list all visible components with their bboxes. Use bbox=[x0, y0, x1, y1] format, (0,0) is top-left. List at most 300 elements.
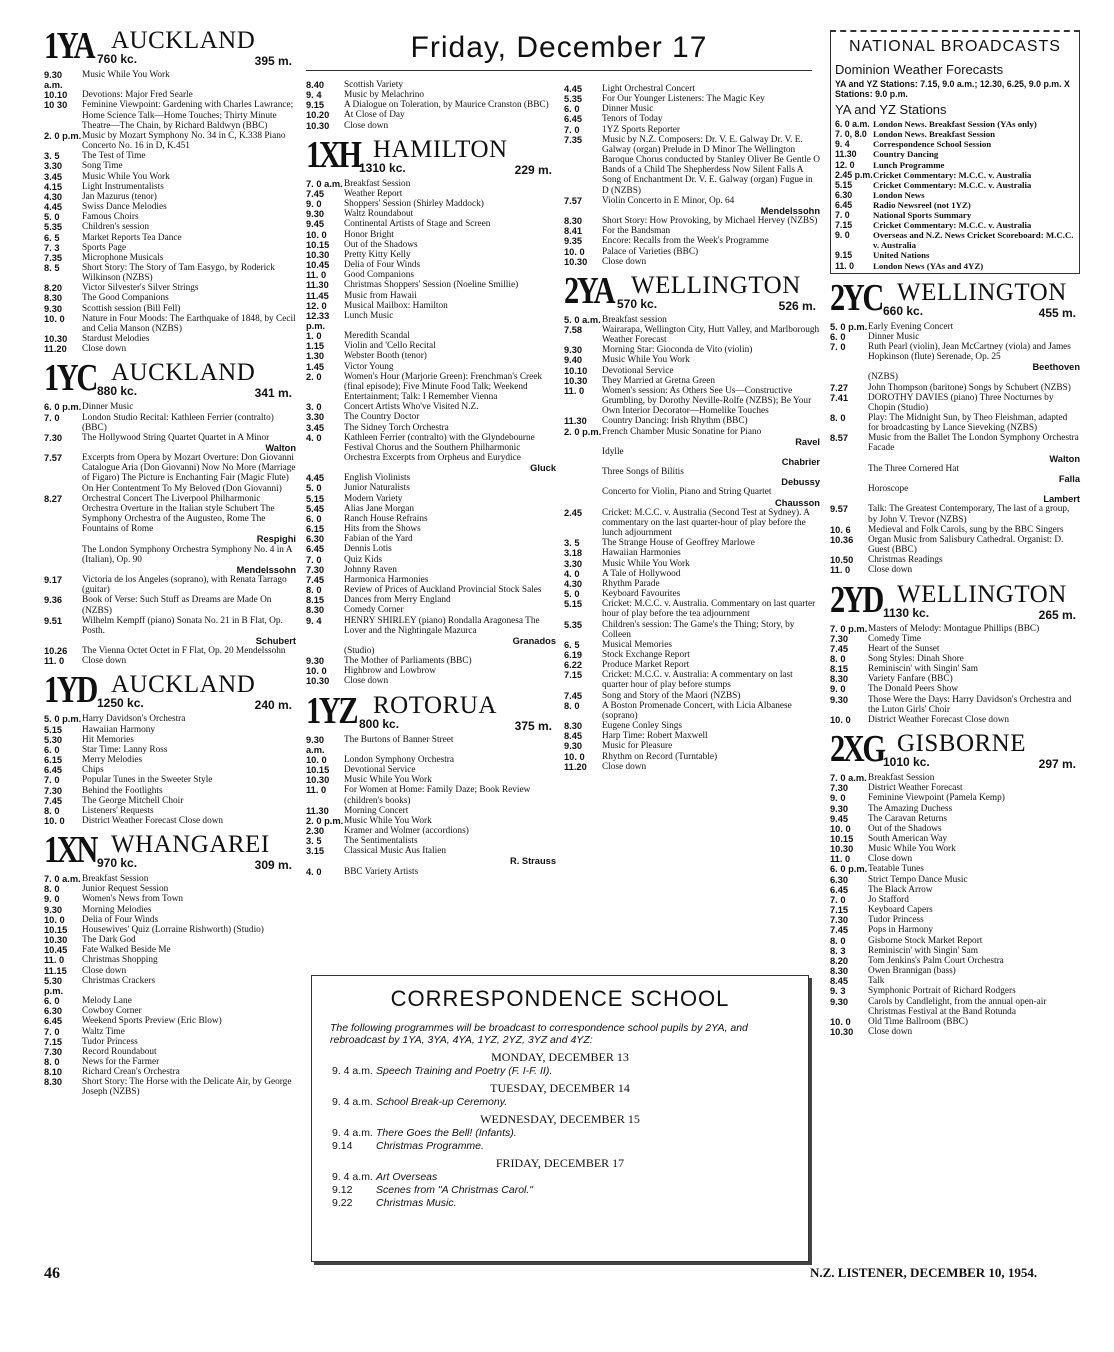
entry-title: Teatable Tunes bbox=[868, 864, 924, 875]
entry-title: Variety Fanfare (BBC) bbox=[868, 674, 953, 685]
entry-title: They Married at Gretna Green bbox=[602, 375, 716, 386]
entry-time: 8. 0 bbox=[44, 805, 60, 816]
entry-title: Christmas Crackers bbox=[82, 975, 156, 986]
entry-time: 6.45 bbox=[44, 765, 63, 776]
entry-time: 7.57 bbox=[44, 453, 63, 464]
schedule-entry bbox=[44, 595, 296, 615]
entry-time: 7.15 bbox=[835, 220, 853, 231]
correspondence-title-text: Scenes from "A Christmas Carol." bbox=[376, 1184, 534, 1196]
schedule-entry bbox=[306, 534, 556, 544]
entry-title: Rhythm on Record (Turntable) bbox=[602, 751, 718, 762]
schedule-entry bbox=[830, 383, 1080, 393]
schedule-entry bbox=[564, 660, 820, 670]
schedule-entry bbox=[306, 270, 556, 280]
entry-title: News for the Farmer bbox=[82, 1056, 160, 1067]
schedule-entry bbox=[44, 806, 296, 816]
schedule-entry bbox=[306, 351, 556, 361]
schedule-entry bbox=[564, 226, 820, 236]
entry-time: 5. 0 bbox=[564, 589, 580, 600]
entry-time: 11. 0 bbox=[44, 656, 65, 667]
entry-time: 10 30 bbox=[44, 100, 68, 111]
schedule-entry bbox=[44, 222, 296, 232]
entry-title: Close down bbox=[868, 565, 913, 576]
entry-time: 9.30 bbox=[830, 996, 849, 1007]
entry-time: 7.57 bbox=[564, 195, 583, 206]
station-callsign: 1XH bbox=[306, 133, 360, 176]
station-2xg bbox=[830, 729, 1080, 1037]
schedule-entry bbox=[830, 664, 1080, 674]
entry-time: 6.45 bbox=[830, 884, 849, 895]
schedule-entry bbox=[44, 745, 296, 755]
entry-title: London News (YAs and 4YZ) bbox=[873, 260, 984, 271]
schedule-entry bbox=[44, 202, 296, 212]
entry-title: Kramer and Wolmer (accordions) bbox=[344, 826, 469, 836]
entry-time: 7. 0, 8.0 bbox=[835, 129, 867, 140]
entry-title: Hawaiian Harmony bbox=[82, 724, 156, 735]
entry-time: 10.30 bbox=[306, 120, 330, 131]
station-wavelength: 395 m. bbox=[254, 54, 292, 68]
entry-title: Harry Davidson's Orchestra bbox=[82, 714, 186, 725]
schedule-entry bbox=[44, 945, 296, 955]
schedule-entry bbox=[306, 110, 556, 120]
schedule-entry bbox=[830, 715, 1080, 725]
entry-title: Victor Young bbox=[344, 361, 394, 372]
entry-time: 4. 0 bbox=[564, 568, 580, 579]
correspondence-title-text: School Break-up Ceremony. bbox=[376, 1096, 508, 1108]
entry-time: 9. 3 bbox=[830, 986, 846, 997]
entry-title: Close down bbox=[82, 656, 127, 667]
schedule-entry bbox=[830, 946, 1080, 956]
entry-title: English Violinists bbox=[344, 473, 411, 484]
schedule-entry bbox=[44, 955, 296, 965]
schedule-entry bbox=[830, 773, 1080, 783]
entry-time: 7.58 bbox=[564, 324, 583, 335]
station-frequency: 970 kc. bbox=[97, 856, 138, 871]
schedule-entry bbox=[44, 161, 296, 171]
correspondence-time: 9.22 bbox=[332, 1197, 353, 1209]
entry-title: Song and Story of the Maori (NZBS) bbox=[602, 690, 741, 701]
schedule-entry bbox=[835, 129, 1075, 139]
entry-time: 11.20 bbox=[564, 761, 587, 772]
entry-time: 6.19 bbox=[564, 649, 583, 660]
entry-title: Musical Mailbox: Hamilton bbox=[344, 300, 448, 311]
station-2ya bbox=[564, 271, 820, 772]
schedule-entry bbox=[564, 236, 820, 246]
correspondence-time: 9. 4 a.m. bbox=[332, 1171, 373, 1183]
entry-time: 6. 0 bbox=[830, 331, 846, 342]
schedule-entry bbox=[830, 814, 1080, 824]
entry-title: Children's session: The Game's the Thing; Story, by Colleen bbox=[602, 619, 795, 640]
schedule-entry bbox=[44, 714, 296, 724]
correspondence-time: 9. 4 a.m. bbox=[332, 1127, 373, 1139]
schedule-entry bbox=[44, 344, 296, 354]
page-date-heading: Friday, December 17 bbox=[306, 28, 812, 71]
schedule-entry bbox=[306, 504, 556, 514]
schedule-entry bbox=[306, 240, 556, 250]
entry-title: Owen Brannigan (bass) bbox=[868, 966, 956, 977]
entry-title: Junior Naturalists bbox=[344, 483, 410, 494]
entry-title: Cricket: M.C.C. v. Australia: A commentary on last quarter hour of play before stumps bbox=[602, 670, 793, 691]
entry-time: 10.15 bbox=[306, 239, 330, 250]
entry-time: 6.15 bbox=[44, 755, 63, 766]
schedule-entry bbox=[306, 836, 556, 846]
entry-title: Those Were the Days: Harry Davidson's Orchestra and the Luton Girls' Choir bbox=[868, 694, 1072, 715]
weather-forecasts-heading: Dominion Weather Forecasts bbox=[835, 62, 1004, 77]
entry-title: Book of Verse: Such Stuff as Dreams are Made On (NZBS) bbox=[82, 595, 272, 616]
correspondence-school-box bbox=[311, 975, 809, 1262]
entry-title: The Test of Time bbox=[82, 151, 146, 162]
entry-time: 11.15 bbox=[44, 965, 67, 976]
entry-title: Eugene Conley Sings bbox=[602, 721, 683, 732]
entry-time: 7.30 bbox=[830, 633, 849, 644]
entry-time: 4.15 bbox=[44, 181, 63, 192]
entry-title: Tenors of Today bbox=[602, 114, 663, 125]
schedule-entry bbox=[44, 243, 296, 253]
station-callsign: 1YA bbox=[44, 25, 94, 67]
correspondence-title-text: There Goes the Bell! (Infants). bbox=[376, 1127, 517, 1139]
schedule-entry bbox=[830, 525, 1080, 535]
schedule-entry bbox=[564, 569, 820, 579]
schedule-entry bbox=[830, 644, 1080, 654]
station-2yc bbox=[830, 278, 1080, 576]
entry-title: Correspondence School Session bbox=[873, 139, 992, 150]
entry-title: Weekend Sports Preview (Eric Blow) bbox=[82, 1016, 222, 1027]
schedule-entry bbox=[306, 826, 556, 836]
station-1ya bbox=[44, 26, 296, 354]
schedule-entry bbox=[830, 555, 1080, 565]
schedule-entry bbox=[564, 247, 820, 257]
entry-time: 10. 0 bbox=[44, 914, 65, 925]
schedule-entry bbox=[835, 200, 1075, 210]
schedule-entry bbox=[44, 253, 296, 263]
schedule-entry bbox=[830, 634, 1080, 644]
entry-time: 3.18 bbox=[564, 548, 583, 559]
entry-title: Song Styles: Dinah Shore bbox=[868, 653, 964, 664]
entry-title: London News bbox=[873, 189, 925, 200]
entry-time: 9. 4 bbox=[306, 90, 322, 101]
weather-forecast-times: YA and YZ Stations: 7.15, 9.0 a.m.; 12.30, 6.25, 9.0 p.m. X Stations: 9.0 p.m. bbox=[835, 79, 1070, 100]
entry-time: 7. 0 a.m. bbox=[44, 874, 81, 885]
schedule-entry bbox=[44, 90, 296, 100]
entry-time: 10.10 bbox=[564, 365, 588, 376]
entry-title: Close down bbox=[602, 256, 647, 267]
entry-title: A Boston Promenade Concert, with Licia Albanese (soprano) bbox=[602, 700, 792, 721]
entry-title: Close down bbox=[82, 965, 127, 976]
schedule-entry bbox=[44, 575, 296, 595]
schedule-entry bbox=[830, 332, 1080, 342]
schedule-entry bbox=[44, 212, 296, 222]
schedule-entry bbox=[306, 806, 556, 816]
schedule-entry bbox=[306, 816, 556, 826]
entry-time: 10.30 bbox=[564, 256, 588, 267]
schedule-entry bbox=[564, 216, 820, 226]
entry-time: 7. 0 bbox=[830, 341, 846, 352]
entry-time bbox=[564, 447, 602, 457]
entry-time: 9.30 bbox=[306, 656, 325, 667]
entry-title: Delia of Four Winds bbox=[344, 260, 421, 271]
entry-title: Music by Mozart Symphony No. 34 in C, K.338 Piano Concerto No. 16 in D, K.451 bbox=[82, 130, 286, 152]
schedule-entry bbox=[44, 966, 296, 976]
entry-title: At Close of Day bbox=[344, 110, 405, 121]
entry-time: 9.30 bbox=[306, 209, 325, 220]
entry-time: 5.45 bbox=[306, 503, 325, 514]
entry-time bbox=[830, 464, 868, 474]
schedule-entry bbox=[44, 314, 296, 334]
schedule-entry bbox=[44, 765, 296, 775]
entry-title: Short Story: How Provoking, by Michael Hervey (NZBS) bbox=[602, 216, 818, 227]
schedule-entry bbox=[306, 280, 556, 290]
entry-time: 9.36 bbox=[44, 595, 63, 606]
entry-composer: Respighi bbox=[256, 534, 296, 545]
schedule-entry bbox=[44, 884, 296, 894]
entry-time: 9.30 bbox=[830, 694, 849, 705]
entry-time: 8. 0 bbox=[830, 653, 846, 664]
schedule-entry bbox=[835, 149, 1075, 159]
entry-time: 5.35 bbox=[564, 94, 583, 105]
entry-time: 4.30 bbox=[44, 191, 63, 202]
entry-time: 8.15 bbox=[830, 664, 849, 675]
entry-title: Microphone Musicals bbox=[82, 252, 164, 263]
entry-title: The Donald Peers Show bbox=[868, 684, 959, 695]
schedule-entry bbox=[830, 624, 1080, 634]
schedule-entry bbox=[306, 666, 556, 676]
entry-title: Cricket Commentary: M.C.C. v. Australia bbox=[873, 220, 1032, 231]
entry-title: Close down bbox=[344, 676, 389, 687]
entry-title: Idylle bbox=[602, 446, 624, 457]
entry-time: 7. 3 bbox=[44, 242, 60, 253]
entry-title: Song Time bbox=[82, 161, 123, 172]
schedule-entry bbox=[306, 250, 556, 260]
entry-time: 8.30 bbox=[306, 605, 325, 616]
entry-title: Lunch Programme bbox=[873, 159, 945, 170]
station-frequency: 880 kc. bbox=[97, 384, 138, 399]
entry-title: For the Bandsman bbox=[602, 226, 671, 237]
schedule-entry bbox=[306, 473, 556, 483]
entry-title: Breakfast Session bbox=[82, 874, 149, 885]
entry-title: Light Orchestral Concert bbox=[602, 84, 695, 94]
schedule-entry bbox=[830, 322, 1080, 332]
entry-time: 6.30 bbox=[306, 534, 325, 545]
station-wavelength: 240 m. bbox=[254, 698, 292, 713]
national-broadcasts-box bbox=[830, 30, 1080, 274]
schedule-entry bbox=[44, 755, 296, 765]
entry-title: Highbrow and Lowbrow bbox=[344, 666, 436, 677]
entry-time: 10.30 bbox=[306, 676, 330, 687]
entry-time: 7. 0 bbox=[564, 124, 580, 135]
entry-title: A Dialogue on Toleration, by Maurice Cranston (BBC) bbox=[344, 100, 549, 111]
entry-time: 7. 0 bbox=[44, 775, 60, 786]
schedule-entry bbox=[306, 219, 556, 229]
schedule-entry bbox=[44, 935, 296, 945]
schedule-entry bbox=[44, 402, 296, 412]
entry-title: Keyboard Favourites bbox=[602, 589, 681, 600]
entry-time: 3. 5 bbox=[306, 836, 322, 847]
entry-time: 11. 0 bbox=[830, 565, 851, 576]
schedule-entry bbox=[564, 325, 820, 345]
entry-title: Women's News from Town bbox=[82, 894, 184, 905]
entry-time: 1.15 bbox=[306, 341, 325, 352]
station-1ya-continued bbox=[306, 80, 556, 131]
entry-title: Hit Memories bbox=[82, 734, 134, 745]
entry-title: Tom Jenkins's Palm Court Orchestra bbox=[868, 955, 1004, 966]
entry-title: The Black Arrow bbox=[868, 884, 933, 895]
entry-time: 8.30 bbox=[830, 674, 849, 685]
entry-title: Close down bbox=[868, 1026, 913, 1037]
entry-time: 10. 0 bbox=[44, 816, 65, 826]
entry-time: 10.15 bbox=[306, 765, 330, 776]
entry-title: Music While You Work bbox=[868, 844, 956, 855]
schedule-entry bbox=[44, 816, 296, 826]
schedule-entry bbox=[830, 844, 1080, 854]
correspondence-time: 9.12 bbox=[332, 1184, 353, 1196]
schedule-entry bbox=[830, 504, 1080, 524]
entry-title: Three Songs of Bilitis bbox=[602, 467, 684, 478]
schedule-entry bbox=[564, 84, 820, 94]
schedule-entry bbox=[564, 125, 820, 135]
schedule-entry bbox=[306, 179, 556, 189]
entry-time bbox=[44, 545, 82, 565]
schedule-entry bbox=[306, 555, 556, 565]
entry-time: 11. 0 bbox=[44, 955, 65, 966]
station-wavelength: 455 m. bbox=[1038, 305, 1076, 320]
entry-title: Music While You Work bbox=[602, 558, 690, 569]
schedule-entry bbox=[564, 691, 820, 701]
entry-time: 8. 0 bbox=[44, 884, 60, 895]
entry-time: 10. 0 bbox=[830, 1016, 851, 1027]
schedule-entry bbox=[44, 915, 296, 925]
entry-title: Record Roundabout bbox=[82, 1046, 157, 1057]
entry-title: Music from Hawaii bbox=[344, 290, 417, 301]
entry-time: 8.10 bbox=[44, 1067, 63, 1078]
entry-title: Scottish session (Bill Fell) bbox=[82, 303, 181, 314]
entry-title: Dinner Music bbox=[602, 104, 654, 115]
entry-time: 4.45 bbox=[306, 473, 325, 484]
schedule-entry bbox=[830, 966, 1080, 976]
schedule-entry bbox=[306, 846, 556, 856]
entry-title: Tudor Princess bbox=[82, 1036, 138, 1047]
entry-time: 9.30 a.m. bbox=[306, 734, 325, 755]
entry-title: Waltz Time bbox=[82, 1026, 125, 1037]
entry-time: 7.35 bbox=[564, 134, 583, 145]
correspondence-title-text: Art Overseas bbox=[376, 1171, 438, 1183]
entry-title: Musical Memories bbox=[602, 639, 672, 650]
entry-title: National Sports Summary bbox=[873, 210, 972, 221]
entry-title: Stardust Melodies bbox=[82, 334, 150, 345]
schedule-entry bbox=[44, 1057, 296, 1067]
schedule-entry bbox=[306, 785, 556, 805]
entry-time: 3.15 bbox=[306, 846, 325, 857]
entry-time bbox=[564, 467, 602, 477]
entry-title: The London Symphony Orchestra Symphony No. 4 in A (Italian), Op. 90 bbox=[82, 544, 292, 565]
station-wavelength: 309 m. bbox=[254, 858, 292, 873]
entry-composer: Schubert bbox=[255, 635, 296, 646]
entry-time: 5. 0 p.m. bbox=[830, 321, 868, 332]
entry-time: 10.45 bbox=[44, 945, 68, 956]
entry-time: 3.45 bbox=[306, 422, 325, 433]
entry-time: 6.45 bbox=[306, 544, 325, 555]
entry-time: 3.30 bbox=[306, 412, 325, 423]
entry-title: Hits from the Shows bbox=[344, 524, 421, 535]
schedule-entry bbox=[44, 1037, 296, 1047]
entry-title: Harp Time: Robert Maxwell bbox=[602, 731, 708, 742]
entry-title: Feminine Viewpoint: Gardening with Charles Lawrance; Home Science Talk—Home Touches; Thirty Minute Theatre—The Chain, by Richard Baldwyn (BBC) bbox=[82, 100, 294, 131]
schedule-entry bbox=[44, 925, 296, 935]
entry-time: 9. 0 bbox=[830, 684, 846, 695]
station-city: WELLINGTON bbox=[897, 580, 1067, 608]
entry-time: 8.57 bbox=[830, 433, 849, 444]
entry-title: Christmas Readings bbox=[868, 555, 943, 566]
entry-time: 9.30 bbox=[564, 741, 583, 752]
entry-title: Reminiscin' with Singin' Sam bbox=[868, 945, 979, 956]
entry-time: 3.45 bbox=[44, 171, 63, 182]
entry-title: Concerto for Violin, Piano and String Quartet bbox=[602, 487, 772, 498]
entry-title: Scottish Variety bbox=[344, 80, 403, 90]
station-frequency: 570 kc. bbox=[617, 296, 658, 311]
schedule-entry bbox=[306, 735, 556, 755]
entry-title: Cricket: M.C.C. v. Australia. Commentary on last quarter hour of play before the tea adjournment bbox=[602, 599, 816, 620]
schedule-entry bbox=[830, 684, 1080, 694]
entry-time: 10.36 bbox=[830, 534, 854, 545]
entry-title: Produce Market Report bbox=[602, 660, 690, 671]
entry-composer: Ravel bbox=[795, 436, 820, 447]
schedule-entry bbox=[830, 824, 1080, 834]
entry-title: Dennis Lotis bbox=[344, 544, 392, 555]
station-header bbox=[306, 691, 556, 735]
entry-time: 11.30 bbox=[306, 805, 329, 816]
entry-time: 7.30 bbox=[830, 915, 849, 926]
entry-title: Symphonic Portrait of Richard Rodgers bbox=[868, 986, 1016, 997]
schedule-entry bbox=[44, 100, 296, 130]
station-frequency: 1250 kc. bbox=[97, 696, 144, 711]
entry-title: Lunch Music bbox=[344, 310, 394, 321]
entry-title: Victoria de los Angeles (soprano), with Renata Tarrago (guitar) bbox=[82, 575, 287, 596]
schedule-entry bbox=[44, 1067, 296, 1077]
schedule-entry bbox=[44, 646, 296, 656]
entry-time: 7.15 bbox=[564, 670, 583, 681]
schedule-entry bbox=[564, 196, 820, 206]
schedule-entry bbox=[830, 864, 1080, 874]
entry-time: 9.45 bbox=[306, 219, 325, 230]
entry-time: 7. 0 bbox=[44, 1026, 60, 1037]
entry-title: Weather Report bbox=[344, 188, 403, 199]
entry-title: French Chamber Music Sonatine for Piano bbox=[602, 426, 762, 437]
schedule-entry bbox=[564, 538, 820, 548]
schedule-entry bbox=[44, 1047, 296, 1057]
correspondence-title-text: Christmas Music. bbox=[376, 1197, 457, 1209]
entry-time: 3. 5 bbox=[564, 538, 580, 549]
entry-time: 9. 0 bbox=[44, 894, 60, 905]
schedule-entry bbox=[835, 230, 1075, 250]
schedule-entry bbox=[306, 867, 556, 877]
entry-title: BBC Variety Artists bbox=[344, 866, 419, 877]
station-frequency: 800 kc. bbox=[359, 716, 400, 731]
entry-title: Market Reports Tea Dance bbox=[82, 232, 182, 243]
schedule-entry bbox=[44, 334, 296, 344]
entry-time: 11. 0 bbox=[306, 785, 327, 796]
schedule-entry bbox=[564, 94, 820, 104]
entry-time: 7.15 bbox=[44, 1036, 63, 1047]
schedule-entry bbox=[44, 656, 296, 666]
station-header bbox=[306, 135, 556, 179]
schedule-entry bbox=[306, 656, 556, 666]
correspondence-day: TUESDAY, DECEMBER 14 bbox=[490, 1081, 630, 1095]
entry-time: 7.15 bbox=[830, 905, 849, 916]
entry-time: 4. 0 bbox=[306, 432, 322, 443]
schedule-entry bbox=[835, 139, 1075, 149]
entry-time: 8. 0 bbox=[830, 413, 846, 423]
station-frequency: 760 kc. bbox=[97, 52, 138, 66]
entry-title: Close down bbox=[868, 854, 913, 865]
